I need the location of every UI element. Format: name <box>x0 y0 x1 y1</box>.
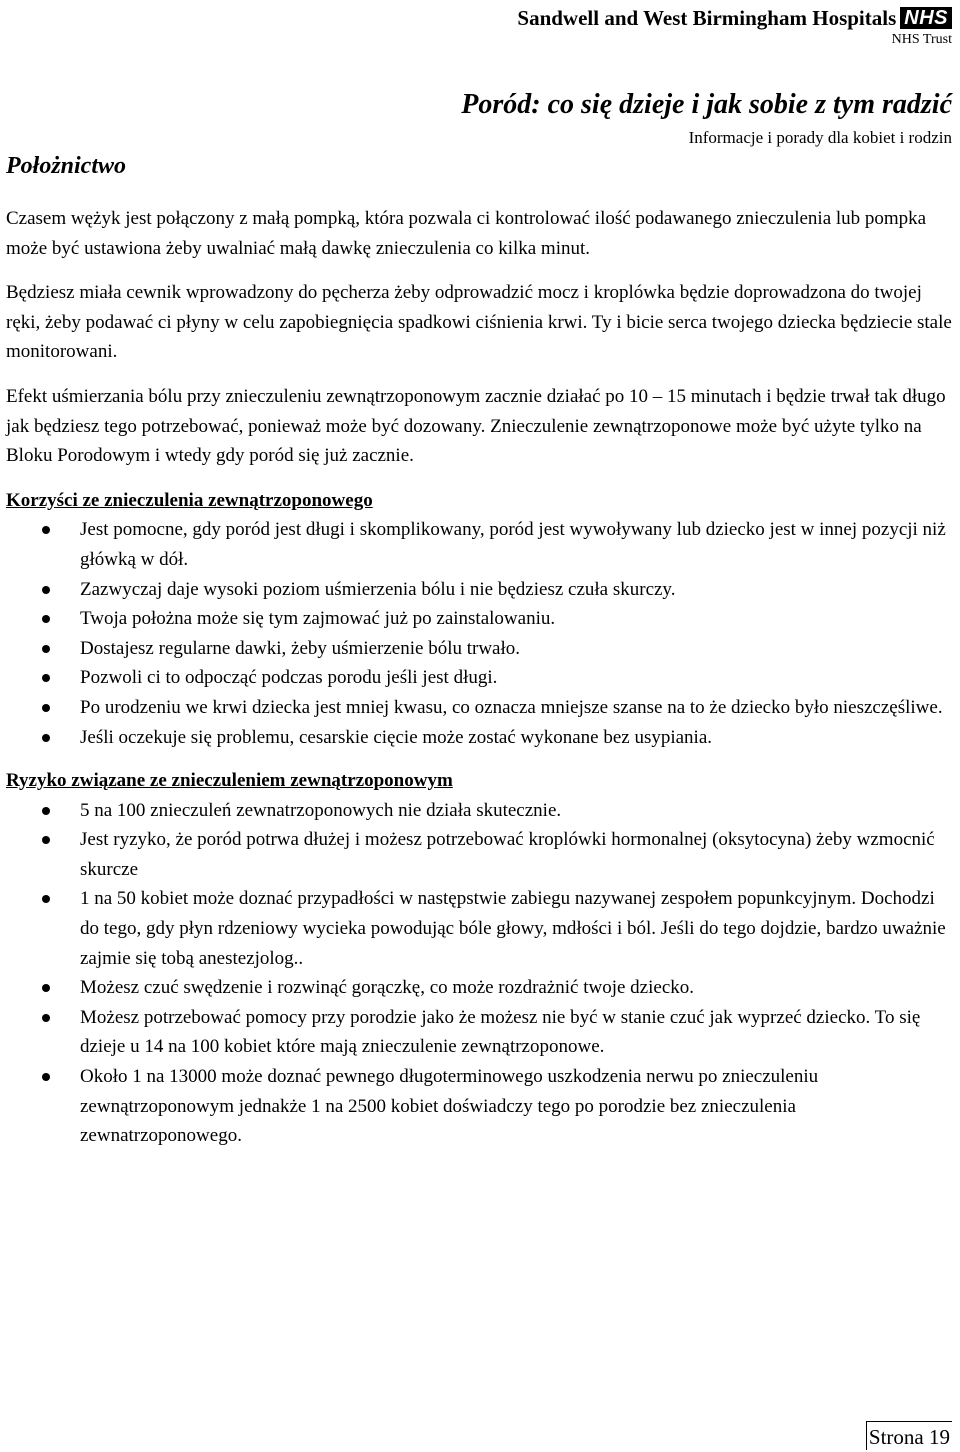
list-item-text: Twoja położna może się tym zajmować już po zainstalowaniu. <box>80 608 556 630</box>
list-item <box>6 634 952 664</box>
list-item-text: Możesz czuć swędzenie i rozwinąć gorączkę, co może rozdrażnić twoje dziecko. <box>80 977 695 999</box>
organization-header <box>517 5 952 48</box>
section-label: Położnictwo <box>6 153 127 179</box>
bullet-icon <box>42 615 50 623</box>
bullet-icon <box>42 1073 50 1081</box>
list-item-text: Dostajesz regularne dawki, żeby uśmierzenie bólu trwało. <box>80 637 521 659</box>
bullet-icon <box>42 704 50 712</box>
list-item-text: Pozwoli ci to odpocząć podczas porodu jeśli jest długi. <box>80 667 498 689</box>
list-item <box>6 796 952 826</box>
bullet-icon <box>42 984 50 992</box>
list-item <box>6 1003 952 1062</box>
list-item-text: 5 na 100 znieczuleń zewnatrzoponowych nie działa skutecznie. <box>80 799 562 821</box>
list-item-text: Możesz potrzebować pomocy przy porodzie jako że możesz nie być w stanie czuć jak wyprzeć dziecko. To się dzieje u 14 na 100 kobiet które mają znieczulenie zewnątrzoponowe. <box>80 1006 921 1058</box>
list-item-text: Jest ryzyko, że poród potrwa dłużej i możesz potrzebować kroplówki hormonalnej (oksytocyna) żeby wzmocnić skurcze <box>80 829 935 880</box>
page-number: Strona 19 <box>866 1421 952 1450</box>
list-item <box>6 1062 952 1151</box>
list-item <box>6 515 952 574</box>
list-item-text: Zazwyczaj daje wysoki poziom uśmierzenia bólu i nie będziesz czuła skurczy. <box>80 578 676 600</box>
document-body <box>6 204 952 1165</box>
document-subtitle: Informacje i porady dla kobiet i rodzin <box>688 128 952 147</box>
bullet-icon <box>42 586 50 594</box>
paragraph-catheter: Będziesz miała cewnik wprowadzony do pęcherza żeby odprowadzić mocz i kroplówka będzie doprowadzona do twojej ręki, żeby podawać ci płyny w celu zapobiegnięcia spadkowi ciśnienia krwi. Ty i bicie serca twojego dziecka będziecie stale monitorowani. <box>6 282 952 363</box>
list-item <box>6 825 952 884</box>
bullet-icon <box>42 526 50 534</box>
bullet-icon <box>42 674 50 682</box>
list-item-text: 1 na 50 kobiet może doznać przypadłości w następstwie zabiegu nazywanej zespołem popunkcyjnym. Dochodzi do tego, gdy płyn rdzeniowy wycieka powodując bóle głowy, mdłości i ból. Jeśli do tego dojdzie, bardzo uważnie zajmie się tobą anestezjolog.. <box>80 888 946 969</box>
list-item-text: Po urodzeniu we krwi dziecka jest mniej kwasu, co oznacza mniejsze szanse na to że dziecko było nieszczęśliwe. <box>80 696 943 718</box>
list-item-text: Około 1 na 13000 może doznać pewnego długoterminowego uszkodzenia nerwu po znieczuleniu zewnątrzoponowym jednakże 1 na 2500 kobiet doświadczy tego po porodzie bez znieczulenia zewnatrzoponowego. <box>80 1066 819 1147</box>
bullet-icon <box>42 836 50 844</box>
trust-label: NHS Trust <box>891 32 952 47</box>
list-item <box>6 693 952 723</box>
risks-heading: Ryzyko związane ze znieczuleniem zewnątrzoponowym <box>6 770 453 792</box>
list-item <box>6 604 952 634</box>
list-item <box>6 723 952 753</box>
list-item <box>6 973 952 1003</box>
list-item-text: Jeśli oczekuje się problemu, cesarskie cięcie może zostać wykonane bez usypiania. <box>80 726 713 748</box>
benefits-heading: Korzyści ze znieczulenia zewnątrzoponowego <box>6 489 373 511</box>
nhs-logo: NHS <box>900 7 952 29</box>
paragraph-effect: Efekt uśmierzania bólu przy znieczuleniu zewnątrzoponowym zacznie działać po 10 – 15 minutach i będzie trwał tak długo jak będziesz tego potrzebować, ponieważ może być dozowany. Znieczulenie zewnątrzoponowe może być użyte tylko na Bloku Porodowym i wtedy gdy poród się już zacznie. <box>6 385 946 467</box>
benefits-list <box>6 515 952 752</box>
bullet-icon <box>42 895 50 903</box>
list-item <box>6 575 952 605</box>
paragraph-pump: Czasem wężyk jest połączony z małą pompką, która pozwala ci kontrolować ilość podawanego znieczulenia lub pompka może być ustawiona żeby uwalniać małą dawkę znieczulenia co kilka minut. <box>6 208 927 259</box>
risks-list <box>6 796 952 1151</box>
list-item <box>6 884 952 973</box>
organization-line <box>517 5 952 31</box>
organization-name: Sandwell and West Birmingham Hospitals <box>517 6 897 30</box>
document-title: Poród: co się dzieje i jak sobie z tym radzić <box>461 89 952 120</box>
bullet-icon <box>42 734 50 742</box>
list-item-text: Jest pomocne, gdy poród jest długi i skomplikowany, poród jest wywoływany lub dziecko jest w innej pozycji niż główką w dół. <box>80 519 946 570</box>
bullet-icon <box>42 645 50 653</box>
bullet-icon <box>42 1014 50 1022</box>
list-item <box>6 663 952 693</box>
bullet-icon <box>42 807 50 815</box>
